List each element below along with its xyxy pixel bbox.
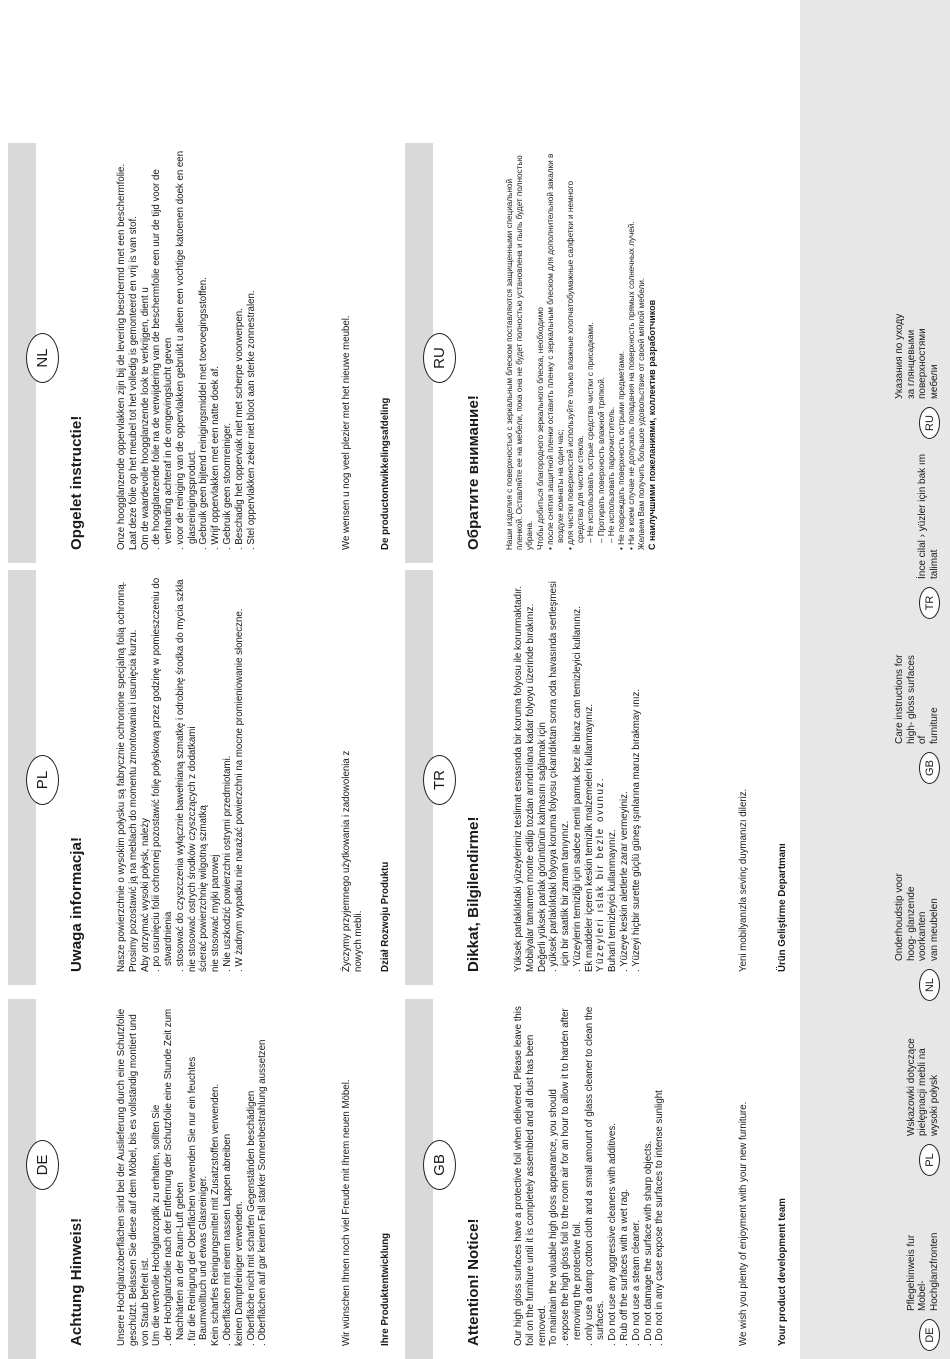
instruction-item: • после снятия защитной пленки оставить пленку с зеркальным блеском для дополнительной закалки в воздухе комнаты на один час;	[545, 153, 565, 550]
index-entry-title: Pflegehinweis fur Mobel- Hochglanzfronten	[905, 1232, 941, 1311]
index-entry-tr	[792, 444, 942, 619]
signature: С наилучшими пожеланиями, коллектив разработчиков	[647, 299, 658, 550]
panel-tr	[405, 570, 800, 985]
panel-heading: Dikkat, Bilgilendirme!	[465, 816, 482, 972]
instruction-item: Değerli yüksek parlak görüntünün kalmasını sağlamak için	[536, 722, 548, 972]
signature: Ürün Geliştirme Departmanı	[777, 843, 788, 972]
instruction-item: . W żadnym wypadku nie narażać powierzchni na mocne promieniowanie słoneczne.	[233, 608, 245, 972]
instruction-item: nie stosować myjki parowej	[210, 854, 222, 972]
signature: De productontwikkelingsafdeling	[380, 397, 391, 550]
instruction-item: . stosować do czyszczenia wyłącznie bawełnianą szmatkę i odrobinę środka do mycia szkła	[174, 579, 186, 972]
intro-paragraph: Чтобы добиться благородного зеркального блеска, необходимо	[535, 307, 545, 550]
panel-de	[8, 999, 403, 1359]
index-entry-title: İnce cilal › yüzler için bak ım talimat	[917, 453, 941, 579]
panel-gb	[405, 999, 800, 1359]
panel-body	[116, 576, 246, 972]
instruction-item: nie stosować ostrych środków czyszczących z dodatkami	[186, 726, 198, 972]
instruction-item: . Oberflächen auf gar keinen Fall starker Sonnenbestrahlung aussetzen	[257, 1039, 269, 1346]
panel-body	[505, 149, 659, 550]
panel-body	[116, 1005, 269, 1346]
panel-heading: Opgelet instructie!	[68, 415, 85, 550]
instruction-item: . Do not use any aggressive cleaners with additives.	[607, 1123, 619, 1346]
instruction-item: – Не использовать острые средства чистки с присадками.	[586, 322, 596, 543]
instruction-list	[140, 149, 258, 550]
instruction-item: . voor de reiniging van de oppervlakken gebruikt u alleen een vochtige katoenen doek en een glasreinigingsproduct.	[174, 150, 198, 550]
instruction-item: • Ни в коем случае не допускать попадания на поверхность прямых солнечных лучей.	[627, 221, 637, 550]
instruction-item: Buharlı temizleyici kullanmayınız.	[607, 829, 619, 972]
intro-paragraph: Unsere Hochglanzoberflächen sind bei der Auslieferung durch eine Schutzfolie geschützt. Belassen Sie diese auf dem Möbel, bis es vollständig montiert und von Staub befreit ist.	[116, 1008, 151, 1346]
index-entry-title: Care instructions for high- gloss surfaces of furniture	[893, 654, 941, 744]
instruction-item: . Do not use a steam cleaner.	[630, 1219, 642, 1346]
instruction-item: To maintain the valuable high gloss appearance, you should	[548, 1089, 560, 1346]
index-entry-pl	[792, 1036, 942, 1176]
instruction-list	[546, 149, 638, 550]
language-code-badge: RU	[919, 407, 940, 439]
instruction-item: Aby otrzymać wysoki połysk, należy	[139, 818, 151, 972]
instruction-item: . expose the high gloss foil to the room air for an hour to allow it to harden after removing the protective foil.	[560, 1008, 583, 1346]
language-code-badge: PL	[26, 755, 59, 805]
instruction-list	[151, 1005, 269, 1346]
instruction-list	[537, 576, 643, 972]
language-code-badge: RU	[423, 333, 456, 383]
instruction-item: Yüzeyleri ıslak bir bezle ovunuz.	[595, 776, 607, 972]
instruction-item: . Rub off the surfaces with a wet rag.	[619, 1188, 631, 1346]
instruction-item: . Nie uszkodzić powierzchni ostrymi przedmiotami.	[222, 755, 234, 972]
instruction-item: . Do not in any case expose the surfaces to intense sunlight	[654, 1090, 666, 1346]
index-entry-nl	[792, 846, 942, 1001]
language-code-badge: TR	[919, 587, 940, 619]
instruction-item: . only use a damp cotton cloth and a small amount of glass cleaner to clean the surfaces.	[583, 1006, 607, 1346]
index-entry-title: Onderhoudstip voor hoog- glanzende voorkanten van meubelen	[893, 873, 941, 961]
instruction-item: . der Hochglanzfolie nach der Entfernung der Schutzfolie eine Stunde Zeit zum Nachhärten an der Raum-Luft geben	[163, 1008, 186, 1346]
panel-heading: Обратите внимание!	[465, 394, 482, 550]
signature: Your product development team	[777, 1198, 788, 1346]
instruction-item: . po usunięciu folii ochronnej pozostawić folię połyskową przez godzinę w pomieszczeniu do stwardnienia	[151, 577, 175, 972]
instruction-item: – Протирать поверхность влажной тряпкой.	[596, 376, 606, 543]
instruction-item: . Yüzeylerin temizliği için sadece nemli pamuk bez ile biraz cam temizleyici kullanınız.	[571, 606, 583, 972]
intro-paragraph: Yüksek parlaklıktaki yüzeylerimiz teslimat esnasında bir koruma folyosu ile korunmaktadır. Mobilyalar tamamen monte edilip tozdan arındırılana kadar folyoyu üzerinde bırakınız.	[513, 585, 536, 972]
language-code-badge: NL	[26, 333, 59, 383]
panel-heading: Achtung Hinweis!	[68, 1217, 85, 1346]
instruction-item: . Do not damage the surface with sharp objects.	[642, 1140, 654, 1346]
instruction-item: . Wrijf oppervlakken met een natte doek af.	[210, 366, 222, 550]
closing-wish: We wish you plenty of enjoyment with your new furniture.	[738, 1101, 749, 1346]
instruction-item: . Beschadig het opperviak niet met scherpe voorwerpen.	[233, 308, 245, 550]
panel-nl	[8, 143, 403, 563]
panel-ru	[405, 143, 800, 563]
instruction-item: . Oberfläche nicht mit scharfen Gegenständen beschädigen	[245, 1090, 257, 1346]
signature: Dział Rozwoju Produktu	[380, 861, 391, 972]
language-code-badge: TR	[423, 755, 456, 805]
language-code-badge: DE	[26, 1140, 59, 1190]
closing-wish: Yeni mobilyanızla sevinç duymanızı dileriz.	[738, 788, 749, 972]
instruction-item: . für die Reinigung der Oberflächen verwenden Sie nur ein feuchtes Baumwolltuch und etwas Glasreiniger.	[186, 1056, 210, 1346]
instruction-item: – Не использовать пароочиститель.	[606, 406, 616, 543]
index-entry-ru	[792, 299, 942, 439]
instruction-item: . Oberflächen mit einem nassen Lappen abreiben	[222, 1133, 234, 1346]
panel-body	[116, 149, 257, 550]
instruction-item: . de hoogglanzende folie na de verwijdering van de beschermfolie een uur de tijd voor de verharding achteraf in de omgevingslucht geven	[151, 169, 175, 550]
instruction-item: Ek maddeler içeren keskin temizlik malzemeleri kullanmayınız.	[583, 703, 595, 972]
instruction-list	[548, 1005, 666, 1346]
instruction-item: . Yüzeyi hiçbir surette güçlü güneş ışınlarına maruz bırakmay ınız.	[630, 688, 642, 972]
instruction-item: keinen Dampfreiniger verwenden.	[233, 1201, 245, 1346]
instruction-item: . Yüzeye keskin aletlerle zarar vermeyiniz.	[619, 791, 631, 972]
closing-wish: Życzymy przyjemnego użytkowania i zadowolenia z nowych mebli.	[341, 750, 364, 972]
intro-paragraph: Наши изделия с поверхностью с зеркальным блеском поставляются защищенными специальной пленкой. Оставляйте ее на мебели, пока она не будет полностью установлена и пыль будет полностью убрана.	[505, 155, 535, 550]
language-code-badge: PL	[919, 1144, 940, 1176]
intro-paragraph: Onze hoogglanzende oppervlakken zijn bij de levering beschermd met een beschermfolie. Laat deze folie op het meubel tot het volledig is gemonteerd en vrij is van stof.	[116, 163, 139, 550]
panel-heading: Attention! Notice!	[465, 1218, 482, 1346]
index-entry-gb	[792, 644, 942, 784]
index-entry-title: Wskazowki dotyczące pielęgnacji mebli na wysoki połysk	[905, 1038, 941, 1136]
closing-wish: We wensen u nog veel plezier met het nieuwe meubel.	[341, 315, 352, 550]
language-code-badge: NL	[919, 969, 940, 1001]
panel-heading: Uwaga informacja!	[68, 836, 85, 972]
language-index-strip	[800, 0, 950, 1359]
closing-wish: Желаем Вам получить большое удовольствие от своей мягкой мебели.	[637, 277, 647, 550]
language-code-badge: GB	[919, 752, 940, 784]
index-entry-de	[792, 1211, 942, 1351]
panel-pl	[8, 570, 403, 985]
panel-body	[513, 1005, 666, 1346]
instruction-item: Om de waardevolle hoogglanzende look te verkrijgen, dient u	[139, 287, 151, 550]
panel-body	[513, 576, 643, 972]
instruction-item: . Stel oppervlakken zeker niet bloot aan sterke zonnestralen.	[245, 290, 257, 550]
intro-paragraph: Nasze powierzchnie o wysokim połysku są fabrycznie ochronione specjalną folią ochronną. Prosimy pozostawić ją na meblach do momentu zmontowania i usunięcia kurzu.	[116, 581, 139, 972]
intro-paragraph: Our high gloss surfaces have a protective foil when delivered. Please leave this foil on the furniture until it is completely assembled and all dust has been removed.	[513, 1006, 548, 1346]
instruction-item: . Gebruik geen bijtend reinigingsmiddel met toevoegingsstoffen.	[198, 277, 210, 550]
closing-wish: Wir wünschen Ihnen noch viel Freude mit Ihrem neuen Möbel.	[341, 1079, 352, 1346]
instruction-item: . yüksek parlaklıktaki folyoya koruma folyosu çıkarıldıktan sonra oda havasında sertleşmesi için bir saatlik bir zaman tanıyınız.	[548, 581, 572, 972]
signature: Ihre Produktentwicklung	[380, 1232, 391, 1346]
instruction-item: Kein scharfes Reinigungsmittel mit Zusatzstoffen verwenden.	[210, 1083, 222, 1346]
language-code-badge: GB	[423, 1140, 456, 1190]
instruction-item: ścierać powierzchnię wilgotną szmatką	[198, 805, 210, 972]
instruction-item: Um die wertvolle Hochglanzoptik zu erhalten, sollten Sie	[151, 1104, 163, 1346]
index-entry-title: Указания по уходу за глянцевыми поверхностями мебели	[893, 313, 941, 399]
instruction-list	[140, 576, 246, 972]
instruction-item: . Gebruik geen stoomreiniger.	[222, 422, 234, 550]
language-code-badge: DE	[919, 1319, 940, 1351]
instruction-item: • для чистки поверхностей используйте только влажные хлопчатобумажные салфетки и немного средства для чистки стекла.	[566, 180, 586, 550]
instruction-item: • Не повреждать поверхность острыми предметами.	[616, 350, 626, 550]
